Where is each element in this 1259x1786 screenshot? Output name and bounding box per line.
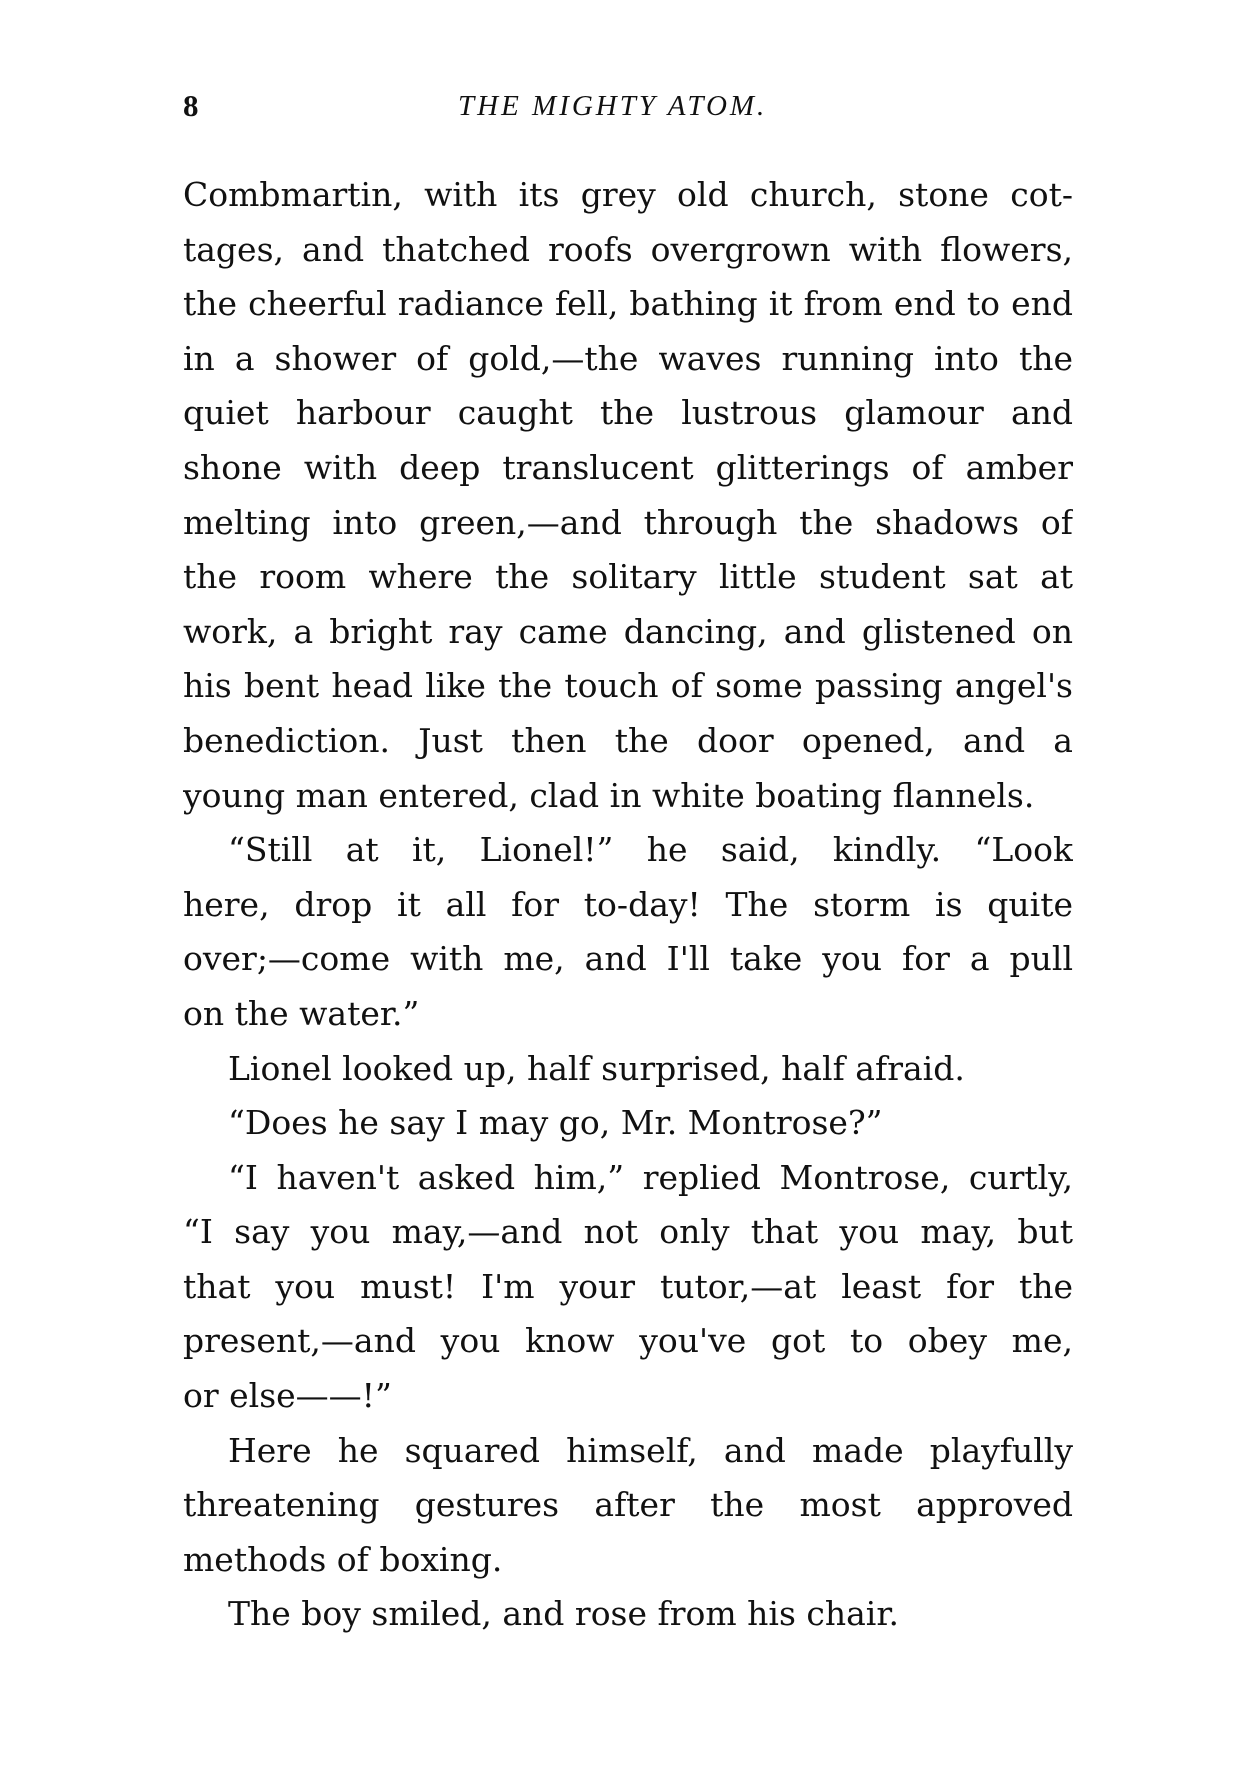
- text-line: “Still at it, Lionel!” he said, kindly. “Look: [228, 830, 1073, 870]
- text-line: tages, and thatched roofs overgrown with flowers,: [183, 229, 1073, 269]
- text-line: Lionel looked up, half surprised, half afraid.: [228, 1048, 965, 1088]
- text-line: or else——!”: [183, 1376, 392, 1416]
- page-number: 8: [183, 88, 199, 123]
- text-line: young man entered, clad in white boating flannels.: [183, 775, 1035, 815]
- text-line: The boy smiled, and rose from his chair.: [228, 1594, 899, 1634]
- text-line: here, drop it all for to-day! The storm is quite: [183, 884, 1073, 924]
- text-line: work, a bright ray came dancing, and glistened on: [183, 611, 1073, 651]
- running-head: [183, 88, 1073, 132]
- text-line: over;—come with me, and I'll take you for a pull: [183, 939, 1073, 979]
- text-line: “I haven't asked him,” replied Montrose, curtly,: [228, 1157, 1073, 1197]
- text-line: Combmartin, with its grey old church, stone cot-: [183, 175, 1073, 214]
- text-line: shone with deep translucent glitterings of amber: [183, 447, 1073, 487]
- text-line: his bent head like the touch of some passing angel's: [183, 666, 1073, 706]
- text-line: Here he squared himself, and made playfully: [228, 1430, 1073, 1470]
- text-line: “I say you may,—and not only that you may, but: [183, 1212, 1073, 1252]
- text-line: that you must! I'm your tutor,—at least for the: [183, 1266, 1073, 1306]
- text-line: quiet harbour caught the lustrous glamour and: [183, 393, 1073, 433]
- text-line: in a shower of gold,—the waves running into the: [183, 338, 1073, 378]
- body-text: [183, 168, 1073, 1642]
- text-line: the cheerful radiance fell, bathing it from end to end: [183, 284, 1073, 324]
- text-line: on the water.”: [183, 993, 420, 1033]
- text-line: the room where the solitary little student sat at: [183, 557, 1073, 597]
- text-line: benediction. Just then the door opened, and a: [183, 720, 1073, 760]
- text-line: “Does he say I may go, Mr. Montrose?”: [228, 1103, 883, 1143]
- text-line: threatening gestures after the most approved: [183, 1485, 1073, 1525]
- text-line: present,—and you know you've got to obey me,: [183, 1321, 1073, 1361]
- book-title: THE MIGHTY ATOM.: [458, 90, 768, 122]
- text-line: melting into green,—and through the shadows of: [183, 502, 1073, 542]
- text-line: methods of boxing.: [183, 1539, 503, 1579]
